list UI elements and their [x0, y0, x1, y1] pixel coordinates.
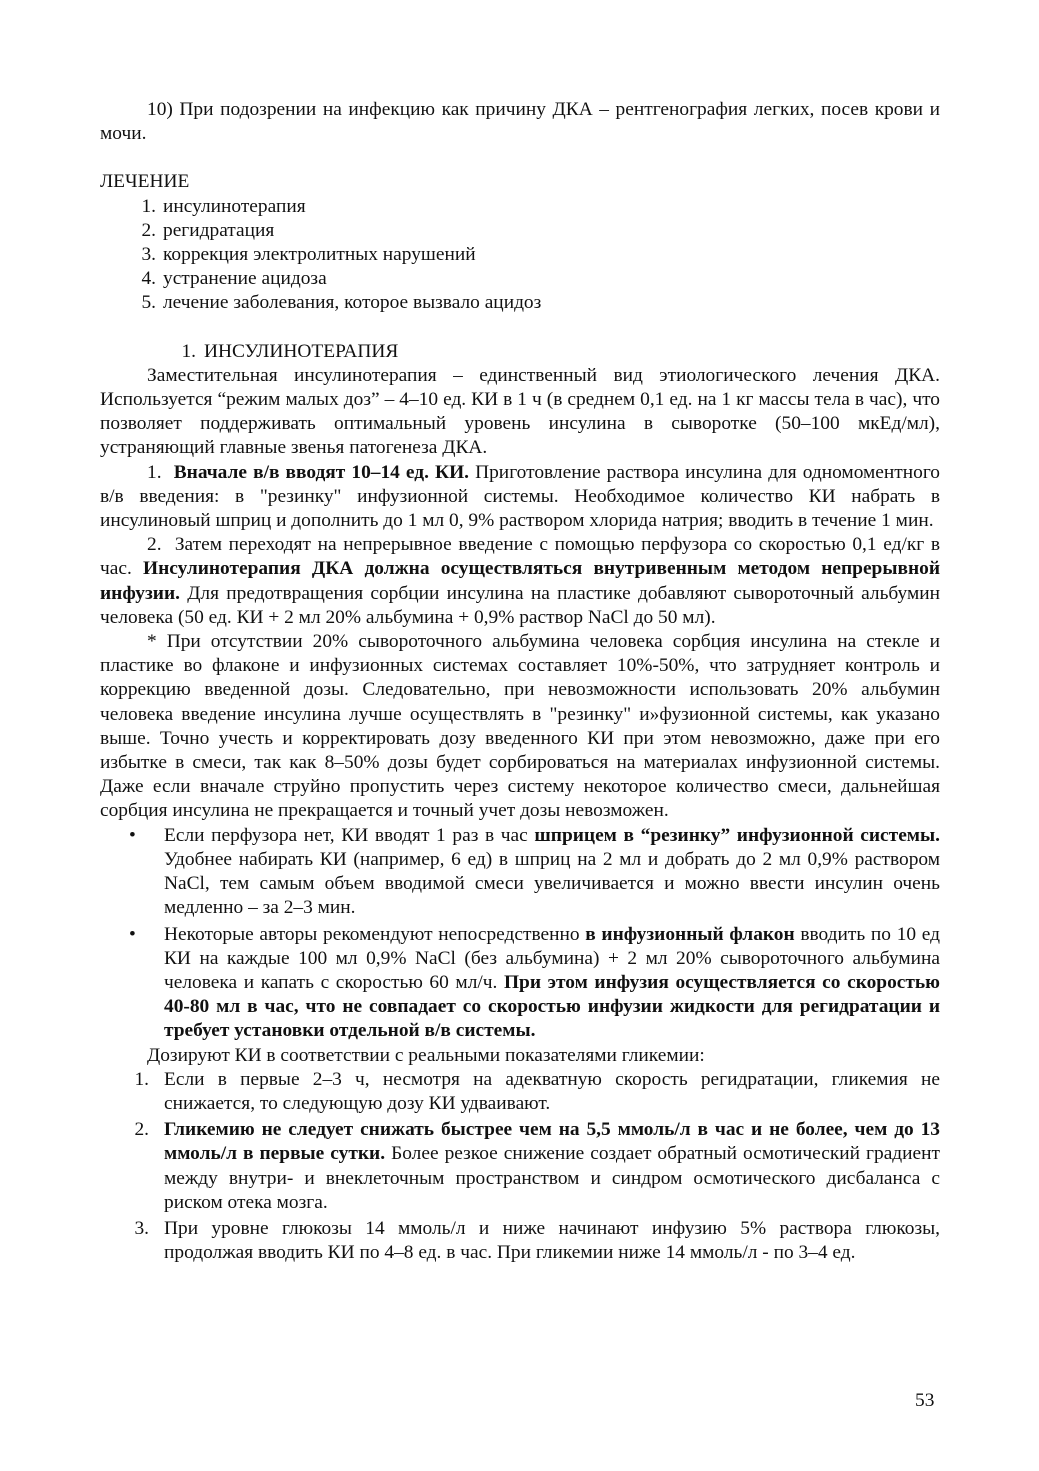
- step-2-paragraph: 2. Затем переходят на непрерывное введение с помощью перфузора со скоростью 0,1 ед/кг в час. Инсулинотерапия ДКА должна осуществляться внутривенным методом непрерывной инфузии. Для предотвращения сорбции инсулина на пластике добавляют сывороточный альбумин человека (50 ед. КИ + 2 мл 20% альбумина + 0,9% раствор NaCl до 50 мл).: [100, 534, 940, 628]
- bullet-icon: •: [129, 824, 136, 846]
- bullet-icon: •: [129, 923, 136, 945]
- section-heading: 1. ИНСУЛИНОТЕРАПИЯ: [181, 340, 399, 362]
- treatment-heading: ЛЕЧЕНИЕ: [100, 171, 190, 193]
- treatment-list: [100, 195, 940, 316]
- bullet-item: • Некоторые авторы рекомендуют непосредственно в инфузионный флакон вводить по 10 ед КИ на каждые 100 мл 0,9% NaCl (без альбумина) + 2 мл 20% сывороточного альбумина человека и капать с скоростью 60 мл/ч. При этом инфузия осуществляется со скоростью 40-80 мл в час, что не совпадает со скоростью инфузии жидкости для регидратации и требует установки отдельной в/в системы.: [129, 923, 940, 1042]
- list-item: 4. устранение ацидоза: [141, 268, 327, 290]
- page-number: 53: [915, 1390, 935, 1411]
- list-item: 5. лечение заболевания, которое вызвало ацидоз: [141, 292, 542, 314]
- note-paragraph: * При отсутствии 20% сывороточного альбумина человека сорбция инсулина на стекле и пластике во флаконе и инфузионных системах составляет 10%-50%, что затрудняет контроль и коррекцию введенной дозы. Следовательно, при невозможности использовать 20% альбумин человека введение инсулина лучше осуществлять в "резинку" и»фузионной системы, как указано выше. Точно учесть и корректировать дозу введенного КИ при этом невозможно, даже при его избытке в смеси, так как 8–50% дозы будет сорбироваться на материалах инфузионной системы. Даже если вначале струйно пропустить через систему некоторое количество смеси, дальнейшая сорбция инсулина не прекращается и точный учет дозы невозможен.: [100, 631, 940, 822]
- dose-list-item: 2. Гликемию не следует снижать быстрее чем на 5,5 ммоль/л в час и не более, чем до 13 ммоль/л в первые сутки. Более резкое снижение создает обратный осмотический градиент между внутри- и внеклеточным пространством и синдром осмотического дисбаланса с риском отека мозга.: [134, 1119, 941, 1213]
- step-1-paragraph: 1. Вначале в/в вводят 10–14 ед. КИ. Приготовление раствора инсулина для одномоментного в/в введения: в "резинку" инфузионной системы. Необходимое количество КИ набрать в инсулиновый шприц и дополнить до 1 мл 0, 9% раствором хлорида натрия; вводить в течение 1 мин.: [100, 461, 940, 532]
- dose-list-item: 1. Если в первые 2–3 ч, несмотря на адекватную скорость регидратации, гликемия не снижается, то следующую дозу КИ удваивают.: [134, 1068, 940, 1114]
- bullet-item: • Если перфузора нет, КИ вводят 1 раз в час шприцем в “резинку” инфузионной системы. Удобнее набирать КИ (например, 6 ед) в шприц на 2 мл и добрать до 2 мл 0,9% раствором NaCl, тем самым объем вводимой смеси увеличивается и можно ввести инсулин очень медленно – за 2–3 мин.: [129, 824, 940, 919]
- document-page: [100, 98, 940, 1265]
- dose-list-item: 3. При уровне глюкозы 14 ммоль/л и ниже начинают инфузию 5% раствора глюкозы, продолжая вводить КИ по 4–8 ед. в час. При гликемии ниже 14 ммоль/л - по 3–4 ед.: [134, 1217, 940, 1264]
- dosing-paragraph: Дозируют КИ в соответствии с реальными показателями гликемии:: [147, 1044, 705, 1066]
- list-item: 3. коррекция электролитных нарушений: [141, 244, 476, 266]
- intro-paragraph: 10) При подозрении на инфекцию как причину ДКА – рентгенография легких, посев крови и мочи.: [100, 99, 940, 145]
- list-item: 2. регидратация: [141, 219, 275, 241]
- replacement-paragraph: Заместительная инсулинотерапия – единственный вид этиологического лечения ДКА. Используется “режим малых доз” – 4–10 ед. КИ в 1 ч (в среднем 0,1 ед. на 1 кг массы тела в час), что позволяет поддерживать оптимальный уровень инсулина в сыворотке (50–100 мкЕд/мл), устраняющий главные звенья патогенеза ДКА.: [100, 364, 940, 459]
- list-item: 1. инсулинотерапия: [141, 195, 306, 217]
